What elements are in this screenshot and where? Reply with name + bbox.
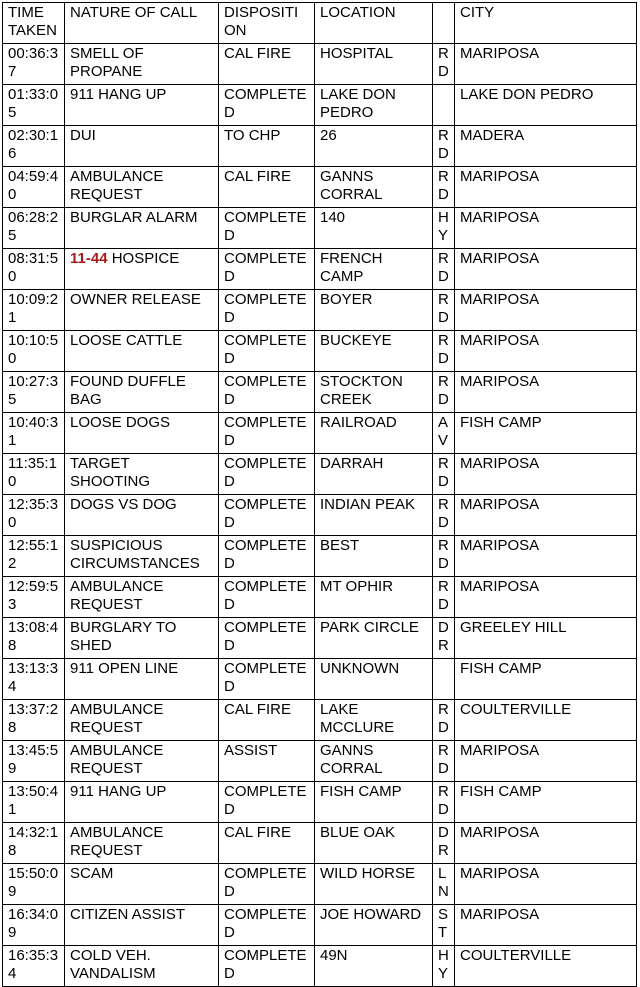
disposition-cell: COMPLETED	[219, 372, 315, 413]
street-suffix-cell: RD	[433, 290, 455, 331]
street-suffix-cell: ST	[433, 905, 455, 946]
disposition-cell: COMPLETED	[219, 659, 315, 700]
call-log	[2, 2, 637, 987]
nature-cell: DUI	[65, 126, 219, 167]
disposition-cell: CAL FIRE	[219, 44, 315, 85]
street-suffix-cell: RD	[433, 741, 455, 782]
street-suffix-cell: DR	[433, 618, 455, 659]
nature-cell: AMBULANCE REQUEST	[65, 577, 219, 618]
location-cell: BLUE OAK	[315, 823, 433, 864]
location-cell: BUCKEYE	[315, 331, 433, 372]
time-cell: 08:31:50	[3, 249, 65, 290]
time-cell: 16:35:34	[3, 946, 65, 987]
nature-cell: SCAM	[65, 864, 219, 905]
disposition-cell: COMPLETED	[219, 495, 315, 536]
street-suffix-cell: RD	[433, 331, 455, 372]
city-cell: FISH CAMP	[455, 413, 637, 454]
location-cell: RAILROAD	[315, 413, 433, 454]
location-cell: UNKNOWN	[315, 659, 433, 700]
disposition-cell: COMPLETED	[219, 454, 315, 495]
nature-cell: OWNER RELEASE	[65, 290, 219, 331]
location-cell: GANNS CORRAL	[315, 741, 433, 782]
disposition-cell: COMPLETED	[219, 413, 315, 454]
city-cell: MARIPOSA	[455, 864, 637, 905]
city-cell: FISH CAMP	[455, 782, 637, 823]
time-cell: 04:59:40	[3, 167, 65, 208]
location-cell: HOSPITAL	[315, 44, 433, 85]
street-suffix-cell: RD	[433, 372, 455, 413]
city-cell: FISH CAMP	[455, 659, 637, 700]
city-cell: GREELEY HILL	[455, 618, 637, 659]
street-suffix-cell: RD	[433, 782, 455, 823]
city-cell: MARIPOSA	[455, 536, 637, 577]
street-suffix-cell: AV	[433, 413, 455, 454]
nature-cell: TARGET SHOOTING	[65, 454, 219, 495]
disposition-cell: COMPLETED	[219, 618, 315, 659]
header-time: TIME TAKEN	[3, 3, 65, 44]
time-cell: 10:10:50	[3, 331, 65, 372]
street-suffix-cell: RD	[433, 249, 455, 290]
disposition-cell: CAL FIRE	[219, 700, 315, 741]
table-row	[3, 659, 637, 700]
table-row	[3, 85, 637, 126]
time-cell: 01:33:05	[3, 85, 65, 126]
nature-cell: DOGS VS DOG	[65, 495, 219, 536]
disposition-cell: TO CHP	[219, 126, 315, 167]
time-cell: 12:59:53	[3, 577, 65, 618]
time-cell: 06:28:25	[3, 208, 65, 249]
time-cell: 11:35:10	[3, 454, 65, 495]
table-row	[3, 331, 637, 372]
time-cell: 13:37:28	[3, 700, 65, 741]
location-cell: 26	[315, 126, 433, 167]
city-cell: MARIPOSA	[455, 372, 637, 413]
location-cell: FRENCH CAMP	[315, 249, 433, 290]
nature-cell: CITIZEN ASSIST	[65, 905, 219, 946]
table-row	[3, 782, 637, 823]
time-cell: 13:45:59	[3, 741, 65, 782]
street-suffix-cell: DR	[433, 823, 455, 864]
street-suffix-cell	[433, 85, 455, 126]
street-suffix-cell: RD	[433, 454, 455, 495]
nature-cell	[65, 249, 219, 290]
nature-cell: AMBULANCE REQUEST	[65, 167, 219, 208]
table-row	[3, 413, 637, 454]
location-cell: INDIAN PEAK	[315, 495, 433, 536]
disposition-cell: COMPLETED	[219, 536, 315, 577]
street-suffix-cell: RD	[433, 167, 455, 208]
nature-cell: BURGLAR ALARM	[65, 208, 219, 249]
call-log-table	[2, 2, 637, 987]
time-cell: 00:36:37	[3, 44, 65, 85]
street-suffix-cell: HY	[433, 208, 455, 249]
nature-cell: 911 HANG UP	[65, 782, 219, 823]
call-code: 11-44	[70, 250, 108, 267]
location-cell: LAKE DON PEDRO	[315, 85, 433, 126]
time-cell: 12:55:12	[3, 536, 65, 577]
location-cell: DARRAH	[315, 454, 433, 495]
disposition-cell: COMPLETED	[219, 905, 315, 946]
header-suffix	[433, 3, 455, 44]
time-cell: 10:40:31	[3, 413, 65, 454]
table-row	[3, 167, 637, 208]
nature-cell: COLD VEH. VANDALISM	[65, 946, 219, 987]
disposition-cell: COMPLETED	[219, 290, 315, 331]
street-suffix-cell: RD	[433, 126, 455, 167]
header-disposition: DISPOSITION	[219, 3, 315, 44]
time-cell: 15:50:09	[3, 864, 65, 905]
table-row	[3, 618, 637, 659]
table-row	[3, 208, 637, 249]
street-suffix-cell: RD	[433, 44, 455, 85]
header-city: CITY	[455, 3, 637, 44]
disposition-cell: COMPLETED	[219, 864, 315, 905]
disposition-cell: COMPLETED	[219, 85, 315, 126]
city-cell: COULTERVILLE	[455, 700, 637, 741]
table-row	[3, 290, 637, 331]
nature-cell: FOUND DUFFLE BAG	[65, 372, 219, 413]
location-cell: JOE HOWARD	[315, 905, 433, 946]
table-row	[3, 454, 637, 495]
city-cell: MARIPOSA	[455, 331, 637, 372]
city-cell: LAKE DON PEDRO	[455, 85, 637, 126]
nature-cell: SUSPICIOUS CIRCUMSTANCES	[65, 536, 219, 577]
disposition-cell: COMPLETED	[219, 208, 315, 249]
disposition-cell: ASSIST	[219, 741, 315, 782]
disposition-cell: COMPLETED	[219, 946, 315, 987]
disposition-cell: COMPLETED	[219, 782, 315, 823]
nature-cell: AMBULANCE REQUEST	[65, 741, 219, 782]
table-row	[3, 577, 637, 618]
time-cell: 12:35:30	[3, 495, 65, 536]
header-location: LOCATION	[315, 3, 433, 44]
table-row	[3, 700, 637, 741]
time-cell: 13:13:34	[3, 659, 65, 700]
location-cell: STOCKTON CREEK	[315, 372, 433, 413]
disposition-cell: COMPLETED	[219, 331, 315, 372]
location-cell: 49N	[315, 946, 433, 987]
table-row	[3, 741, 637, 782]
street-suffix-cell: HY	[433, 946, 455, 987]
disposition-cell: COMPLETED	[219, 249, 315, 290]
nature-cell: LOOSE DOGS	[65, 413, 219, 454]
nature-cell: SMELL OF PROPANE	[65, 44, 219, 85]
nature-cell: BURGLARY TO SHED	[65, 618, 219, 659]
city-cell: MARIPOSA	[455, 208, 637, 249]
time-cell: 13:08:48	[3, 618, 65, 659]
location-cell: BOYER	[315, 290, 433, 331]
table-row	[3, 864, 637, 905]
location-cell: LAKE MCCLURE	[315, 700, 433, 741]
header-nature: NATURE OF CALL	[65, 3, 219, 44]
street-suffix-cell: RD	[433, 536, 455, 577]
location-cell: FISH CAMP	[315, 782, 433, 823]
city-cell: MARIPOSA	[455, 577, 637, 618]
disposition-cell: COMPLETED	[219, 577, 315, 618]
nature-cell: LOOSE CATTLE	[65, 331, 219, 372]
city-cell: COULTERVILLE	[455, 946, 637, 987]
time-cell: 14:32:18	[3, 823, 65, 864]
city-cell: MARIPOSA	[455, 249, 637, 290]
location-cell: PARK CIRCLE	[315, 618, 433, 659]
table-row	[3, 249, 637, 290]
location-cell: MT OPHIR	[315, 577, 433, 618]
city-cell: MARIPOSA	[455, 741, 637, 782]
location-cell: WILD HORSE	[315, 864, 433, 905]
city-cell: MARIPOSA	[455, 44, 637, 85]
time-cell: 10:27:35	[3, 372, 65, 413]
table-row	[3, 372, 637, 413]
city-cell: MARIPOSA	[455, 905, 637, 946]
disposition-cell: CAL FIRE	[219, 823, 315, 864]
street-suffix-cell: LN	[433, 864, 455, 905]
city-cell: MARIPOSA	[455, 454, 637, 495]
location-cell: 140	[315, 208, 433, 249]
street-suffix-cell: RD	[433, 577, 455, 618]
location-cell: BEST	[315, 536, 433, 577]
table-row	[3, 126, 637, 167]
time-cell: 16:34:09	[3, 905, 65, 946]
disposition-cell: CAL FIRE	[219, 167, 315, 208]
nature-cell: 911 OPEN LINE	[65, 659, 219, 700]
table-row	[3, 536, 637, 577]
city-cell: MADERA	[455, 126, 637, 167]
city-cell: MARIPOSA	[455, 495, 637, 536]
nature-cell: AMBULANCE REQUEST	[65, 823, 219, 864]
time-cell: 02:30:16	[3, 126, 65, 167]
table-row	[3, 44, 637, 85]
time-cell: 10:09:21	[3, 290, 65, 331]
street-suffix-cell: RD	[433, 700, 455, 741]
city-cell: MARIPOSA	[455, 823, 637, 864]
table-body	[3, 44, 637, 987]
table-row	[3, 946, 637, 987]
header-row	[3, 3, 637, 44]
street-suffix-cell	[433, 659, 455, 700]
street-suffix-cell: RD	[433, 495, 455, 536]
table-row	[3, 823, 637, 864]
location-cell: GANNS CORRAL	[315, 167, 433, 208]
table-row	[3, 495, 637, 536]
time-cell: 13:50:41	[3, 782, 65, 823]
nature-text: HOSPICE	[107, 250, 180, 267]
city-cell: MARIPOSA	[455, 290, 637, 331]
nature-cell: AMBULANCE REQUEST	[65, 700, 219, 741]
table-row	[3, 905, 637, 946]
nature-cell: 911 HANG UP	[65, 85, 219, 126]
city-cell: MARIPOSA	[455, 167, 637, 208]
